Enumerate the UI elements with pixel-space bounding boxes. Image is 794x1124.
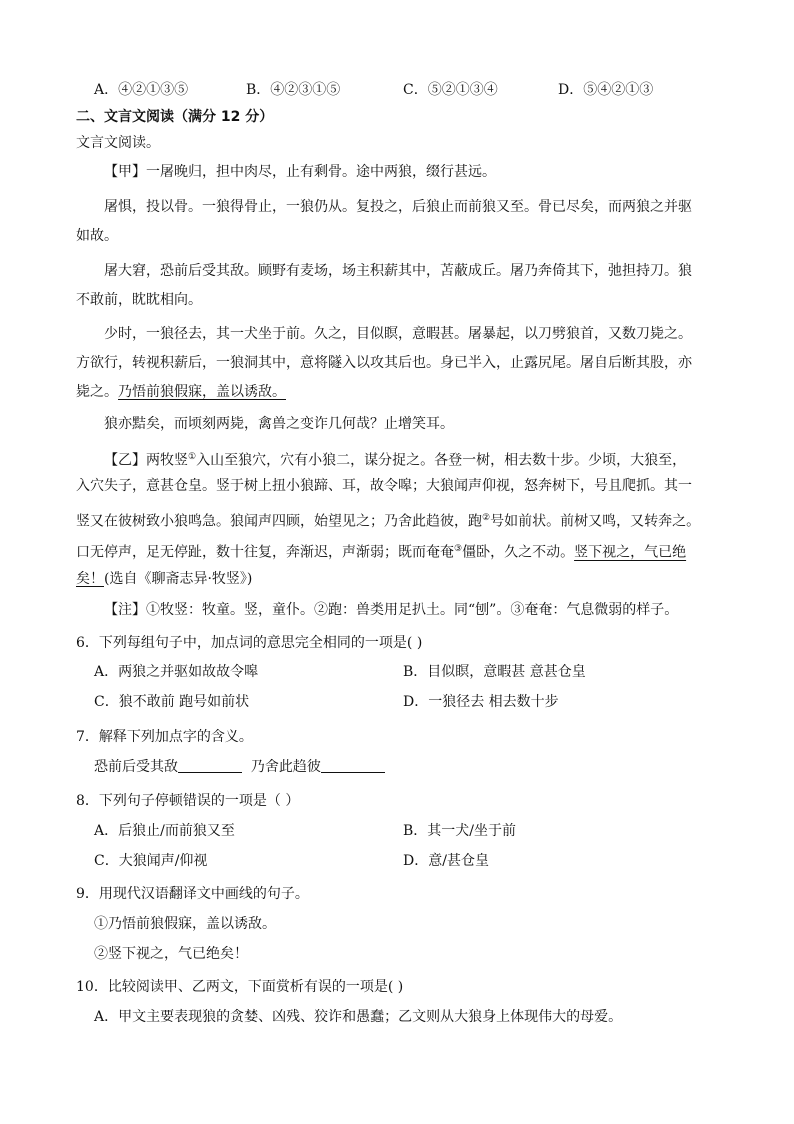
underlined-sentence-2-part-2: 矣！ [76, 571, 104, 587]
yi-line-1-a: 【乙】两牧竖 [104, 452, 188, 469]
underlined-sentence-2-part-1: 竖下视之，气已绝 [574, 544, 687, 561]
source-citation: (选自《聊斋志异·牧竖》) [104, 571, 253, 587]
yi-line-2: 入穴失子，意甚仓皇。竖于树上扭小狼蹄、耳，故令嗥；大狼闻声仰视，怒奔树下，号且爬抓。其一 [76, 478, 692, 494]
q7-answer-blank-1[interactable] [178, 758, 242, 773]
jia-para-3-line-2: 不敢前，眈眈相向。 [76, 292, 202, 308]
yi-line-3-a: 竖又在彼树致小狼鸣急。狼闻声四顾，始望见之；乃舍此趋彼，跑 [76, 513, 482, 530]
jia-para-2-line-2: 如故。 [76, 228, 118, 244]
jia-para-2-line-1: 屠惧，投以骨。一狼得骨止，一狼仍从。复投之，后狼止而前狼又至。骨已尽矣，而两狼之并驱 [104, 199, 692, 215]
q8-option-b: B．其一犬/坐于前 [403, 823, 517, 839]
section-title: 二、文言文阅读（满分 12 分） [76, 109, 274, 125]
yi-line-3-b: 号如前状。前树又鸣，又转奔之。 [490, 513, 701, 530]
yi-line-4-a: 口无停声，足无停趾，数十往复，奔渐迟，声渐弱；既而奄奄 [76, 544, 454, 561]
q6-option-a: A．两狼之并驱如故故令嗥 [94, 664, 259, 680]
q6-option-c: C．狼不敢前 跑号如前状 [94, 694, 250, 710]
q8-option-d: D．意/甚仓皇 [403, 853, 489, 869]
jia-para-3-line-1: 屠大窘，恐前后受其敌。顾野有麦场，场主积薪其中，苫蔽成丘。屠乃奔倚其下，弛担持刀。狼 [104, 263, 692, 279]
q10-option-a: A．甲文主要表现狼的贪婪、凶残、狡诈和愚蠢；乙文则从大狼身上体现伟大的母爱。 [94, 1009, 623, 1025]
q8-stem: 8．下列句子停顿错误的一项是（ ） [76, 793, 300, 809]
q6-stem: 6．下列每组句子中，加点词的意思完全相同的一项是( ) [76, 635, 423, 651]
jia-para-4-line-2: 方欲行，转视积薪后，一狼洞其中，意将隧入以攻其后也。身已半入，止露尻尾。屠自后断其股，亦 [76, 355, 692, 371]
q8-option-a: A．后狼止/而前狼又至 [94, 823, 235, 839]
q10-stem: 10．比较阅读甲、乙两文，下面赏析有误的一项是( ) [76, 979, 404, 995]
option-d: D．⑤④②①③ [558, 82, 654, 98]
yi-line-4 [76, 539, 686, 563]
option-a: A．④②①③⑤ [94, 82, 189, 98]
jia-para-4-line-3-text: 毙之。 [76, 384, 118, 400]
q8-option-c: C．大狼闻声/仰视 [94, 853, 208, 869]
q6-option-d: D．一狼径去 相去数十步 [403, 694, 559, 710]
q9-stem: 9．用现代汉语翻译文中画线的句子。 [76, 886, 309, 902]
q7-item-2: 乃舍此趋彼 [250, 759, 321, 775]
jia-para-1: 【甲】一屠晚归，担中肉尽，止有剩骨。途中两狼，缀行甚远。 [104, 164, 496, 180]
footnote-mark-3: ③ [454, 544, 463, 554]
q7-answer-blank-2[interactable] [321, 758, 385, 773]
intro-text: 文言文阅读。 [76, 135, 160, 151]
q9-sentence-2: ②竖下视之，气已绝矣！ [94, 946, 248, 962]
q7-items [94, 757, 385, 777]
q7-item-1: 恐前后受其敌 [94, 759, 178, 775]
jia-para-5: 狼亦黠矣，而顷刻两毙，禽兽之变诈几何哉？止增笑耳。 [104, 416, 454, 432]
jia-para-4-line-3 [76, 382, 286, 402]
yi-line-3 [76, 508, 700, 532]
yi-line-1-b: 入山至狼穴，穴有小狼二，谋分捉之。各登一树，相去数十步。少顷，大狼至， [196, 452, 687, 469]
underlined-sentence-1: 乃悟前狼假寐，盖以诱敌。 [118, 384, 286, 400]
jia-para-4-line-1: 少时，一狼径去，其一犬坐于前。久之，目似瞑，意暇甚。屠暴起，以刀劈狼首，又数刀毙之。 [104, 326, 692, 342]
footnote: 【注】①牧竖：牧童。竖，童仆。②跑：兽类用足扒土。同“刨”。③奄奄：气息微弱的样子。 [104, 602, 679, 618]
option-c: C．⑤②①③④ [403, 82, 498, 98]
q7-stem: 7．解释下列加点字的含义。 [76, 729, 253, 745]
q9-sentence-1: ①乃悟前狼假寐，盖以诱敌。 [94, 916, 276, 932]
q6-option-b: B．目似瞑，意暇甚 意甚仓皇 [403, 664, 586, 680]
footnote-mark-2: ② [482, 513, 491, 523]
yi-line-4-b: 僵卧，久之不动。 [462, 544, 575, 561]
yi-line-1 [104, 447, 686, 471]
yi-line-5 [76, 569, 252, 589]
option-b: B．④②③①⑤ [246, 82, 341, 98]
footnote-mark-1: ① [188, 452, 197, 462]
